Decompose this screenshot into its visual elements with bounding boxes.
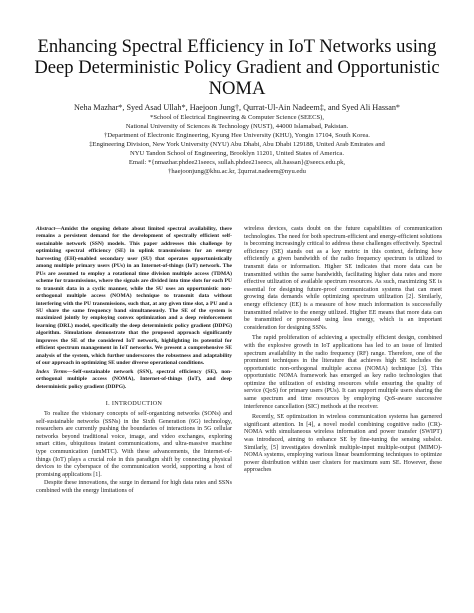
intro-paragraph: To realize the visionary concepts of self-organizing networks (SONs) and self-sustainable networks (SSNs) in the Sixth Generation (6G) technology, researchers are currently pushing the boundaries of interactions in 5G cellular networks beyond traditional voice, image, and video exchanges, exploring smart cities, ubiquitous instant communications, and ultra-massive machine type communication (umMTC). With these advancements, the Internet-of-things (IoT) plays a crucial role in this paradigm shift by connecting physical devices to the cyberspace of the communication world, supporting a host of promising applications [1].	[36, 410, 232, 478]
intro-paragraph: Despite these innovations, the surge in demand for high data rates and SSNs combined with the energy limitations of	[36, 480, 232, 494]
affiliation-line: National University of Sciences & Technology (NUST), 44000 Islamabad, Pakistan.	[125, 123, 349, 130]
affiliation-line: *School of Electrical Engineering & Computer Science (SEECS),	[150, 114, 324, 121]
abstract	[36, 226, 232, 368]
section-heading: I. INTRODUCTION	[105, 399, 163, 407]
affiliation-line: ‡Engineering Division, New York University (NYU) Abu Dhabi, Abu Dhabi 129188, United Arab Emirates and	[89, 141, 385, 148]
body-paragraph: Recently, SE optimization in wireless communication systems has garnered significant attention. In [4], a novel model combining cognitive radio (CR)-NOMA with simultaneous wireless information and power transfer (SWIPT) was introduced, aiming to enhance SE by fine-tuning the sensing subslot. Similarly, [5] investigates downlink multiple-input multiple-output (MIMO)-NOMA systems, employing various linear beamforming techniques to optimize power distribution within user clusters for maximum sum SE. However, these approaches	[244, 414, 442, 474]
author-list: Neha Mazhar*, Syed Asad Ullah*, Haejoon Jung†, Qurrat-Ul-Ain Nadeem‡, and Syed Ali Hassan*	[73, 103, 401, 112]
affiliation-line: NYU Tandon School of Engineering, Brooklyn 11201, United States of America.	[130, 150, 344, 157]
index-terms-lead: Index Terms	[36, 368, 68, 375]
affiliation-line: Email: *{nmazhar.phdee21seecs, sullah.phdee21seecs, ali.hassan}@seecs.edu.pk,	[128, 159, 346, 166]
left-column	[36, 226, 232, 497]
affiliation-line: †Department of Electronic Engineering, Kyung Hee University (KHU), Yongin 17104, South Korea.	[104, 132, 370, 139]
index-terms	[36, 369, 232, 391]
body-paragraph: The rapid proliferation of achieving a spectrally efficient design, combined with the explosive growth in IoT applications has led to an issue of limited spectrum availability in the radio frequency (RF) range. Therefore, one of the prominent techniques in the literature that achieves high SE includes the opportunistic non-orthogonal multiple access (NOMA) technique [3]. This opportunistic NOMA framework has emerged as key radio technologies that optimize the utilization of existing resources while ensuring the quality of service (QoS) for primary users (PUs). It can support multiple users sharing the same spectrum and time resources by employing QoS-aware successive interference cancellation (SIC) methods at the receiver.	[244, 335, 442, 410]
abstract-lead: Abstract	[36, 226, 56, 232]
index-terms-body: —Self-sustainable network (SSN), spectral efficiency (SE), non-orthogonal multiple access (NOMA), Internet-of-things (IoT), and deep deterministic policy gradient (DDPG).	[36, 368, 232, 390]
right-column	[244, 226, 442, 476]
affiliation-line: †haejoonjung@khu.ac.kr, ‡qurrat.nadeem@nyu.edu	[168, 168, 306, 175]
abstract-body: —Amidst the ongoing debate about limited spectral availability, there remains a persistent demand for the development of spectrally efficient self-sustainable network (SSN) models. This paper addresses this challenge by optimizing spectral efficiency (SE) in uplink transmissions for an energy harvesting (EH)-enabled secondary user (SU) that operates opportunistically among multiple primary users (PUs) in an Internet-of-things (IoT) network. The PUs are assumed to employ a rotational time division multiple access (TDMA) scheme for transmissions, where the signals are divided into time slots for each PU to transmit data in a cyclic manner, while the SU uses an opportunistic non-orthogonal multiple access (NOMA) technique to transmit data without interfering with the PU transmissions, such that, at any given time slot, a PU and a SU share the same frequency band simultaneously. The SE of the system is maximized jointly by employing convex optimization and a deep reinforcement learning (DRL) model, specifically the deep deterministic policy gradient (DDPG) algorithm. Simulations demonstrate that the proposed approach significantly improves the SE of the considered IoT network, highlighting its potential for efficient spectrum management in IoT networks. We present a comprehensive SE analysis of the system, which further underscores the robustness and adaptability of our approach in optimizing SE under diverse operational conditions.	[36, 226, 232, 367]
body-paragraph: wireless devices, casts doubt on the future capabilities of communication technologies. The need for both spectrum-efficient and energy-efficient solutions is becoming increasingly critical to address these challenges effectively. Spectral efficiency (SE) stands out as a key metric in this context, defining how efficiently a given bandwidth of the radio frequency spectrum is utilized to transmit data or information. Higher SE indicates that more data can be transmitted within the same bandwidth, facilitating higher data rates and more effective utilization of available spectrum resources. As such, maximizing SE is essential for designing future-proof communication systems that can meet growing data demands while optimizing spectrum utilization [2]. Similarly, energy efficiency (EE) is a measure of how much information is successfully transmitted relative to the energy utilized. Higher EE means that more data can be transmitted or processed using less energy, which is an important consideration for designing SSNs.	[244, 226, 442, 331]
paper-title: Enhancing Spectral Efficiency in IoT Networks using Deep Deterministic Policy Gradient and Opportunistic NOMA	[34, 36, 440, 99]
